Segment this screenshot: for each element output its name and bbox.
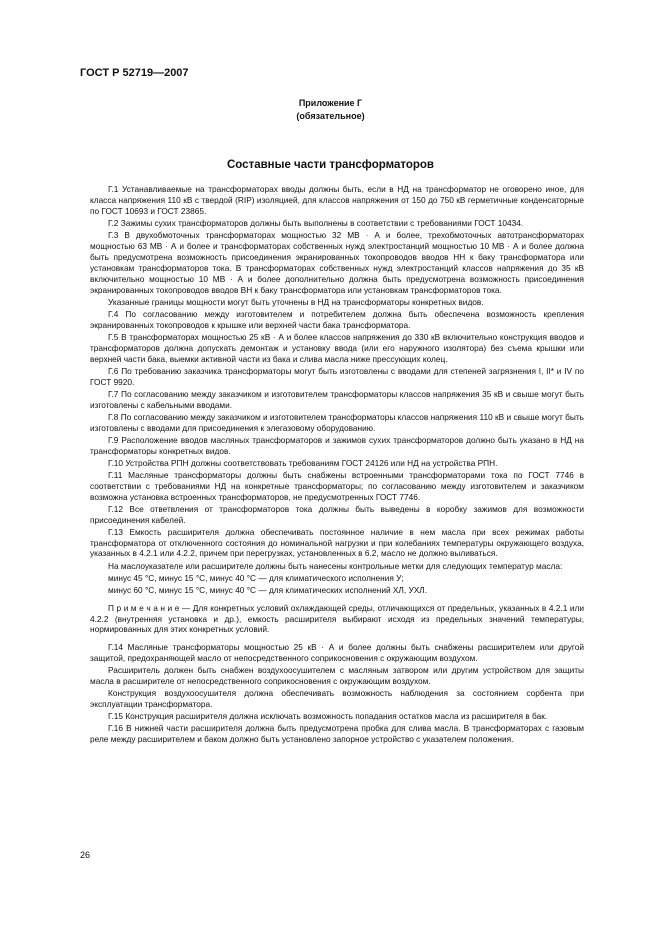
paragraph-g7: Г.7 По согласованию между заказчиком и изготовителем трансформаторы классов напряжения 35 кВ и свыше могут быть изготовлены с кабельными вводами.	[90, 388, 584, 410]
list-item-climate-hl: минус 60 °С, минус 15 °С, минус 40 °С — для климатических исполнений ХЛ, УХЛ.	[108, 584, 428, 595]
paragraph-g2: Г.2 Зажимы сухих трансформаторов должны быть выполнены в соответствии с требованиями ГОСТ 10434.	[108, 217, 524, 228]
document-body	[90, 184, 584, 745]
paragraph-control-marks: На маслоуказателе или расширителе должны быть нанесены контрольные метки для следующих температур масла:	[108, 560, 563, 571]
note-paragraph: П р и м е ч а н и е — Для конкретных условий охлаждающей среды, отличающихся от предельных, указанных в 4.2.1 или 4.2.2 (внутренняя установка и др.), емкость расширителя выбирают исходя из предельных значений температуры, нормированных для этих конкретных условий.	[90, 602, 584, 635]
document-code-header: ГОСТ Р 52719—2007	[80, 67, 189, 79]
paragraph-air-dryer: Расширитель должен быть снабжен воздухоосушителем с масляным затвором или другим устройством для защиты масла в расширителе от непосредственного соприкосновения с окружающим воздухом.	[90, 665, 584, 687]
annex-label: Приложение Г	[298, 98, 363, 108]
paragraph-g4: Г.4 По согласованию между изготовителем и потребителем должна быть обеспечена возможность крепления экранированных токопроводов к крышке или верхней части бака трансформатора.	[90, 308, 584, 330]
paragraph-g1: Г.1 Устанавливаемые на трансформаторах вводы должны быть, если в НД на трансформатор не оговорено иное, для класса напряжения 110 кВ с твердой (RIP) изоляцией, для классов напряжения от 150 до 750 кВ герметичные конденсаторные по ГОСТ 10693 и ГОСТ 23865.	[90, 184, 584, 216]
paragraph-power-limits: Указанные границы мощности могут быть уточнены в НД на трансформаторы конкретных видов.	[108, 296, 484, 307]
annex-status: (обязательное)	[296, 111, 365, 121]
annex-heading	[0, 97, 661, 123]
paragraph-g3: Г.3 В двухобмоточных трансформаторах мощностью 32 МВ · А и более, трехобмоточных автотрансформаторах мощностью 63 МВ · А и более и трансформаторах собственных нужд электростанций мощностью 10 МВ · А и более должна быть предусмотрена возможность присоединения экранированных токопроводов вводов НН к баку трансформатора или установкам трансформаторов тока. В трансформаторах собственных нужд электростанций классов напряжения до 35 кВ включительно мощностью 10 МВ · А и более дополнительно должна быть предусмотрена возможность присоединения экранированных токопроводов вводов ВН к баку трансформатора или установкам трансформаторов тока.	[90, 230, 584, 295]
paragraph-g6: Г.6 По требованию заказчика трансформаторы могут быть изготовлены с вводами для степеней загрязнения I, II* и IV по ГОСТ 9920.	[90, 365, 584, 387]
paragraph-g12: Г.12 Все ответвления от трансформаторов тока должны быть выведены в коробку зажимов для возможности присоединения кабелей.	[90, 503, 584, 525]
paragraph-g10: Г.10 Устройства РПН должны соответствовать требованиям ГОСТ 24126 или НД на устройства РПН.	[108, 457, 498, 468]
paragraph-g11: Г.11 Масляные трансформаторы должны быть снабжены встроенными трансформаторами тока по ГОСТ 7746 в соответствии с требованиями НД на конкретные трансформаторы; по согласованию между изготовителем и заказчиком возможна установка встроенных трансформаторов, не предусмотренных ГОСТ 7746.	[90, 469, 584, 502]
paragraph-g16: Г.16 В нижней части расширителя должна быть предусмотрена пробка для слива масла. В трансформаторах с газовым реле между расширителем и баком должно быть установлено запорное устройство с указателем положения.	[90, 723, 584, 745]
paragraph-g14: Г.14 Масляные трансформаторы мощностью 25 кВ · А и более должны быть снабжены расширителем или другой защитой, предохраняющей масло от непосредственного соприкосновения с окружающим воздухом.	[90, 642, 584, 664]
list-item-climate-u: минус 45 °С, минус 15 °С, минус 40 °С — для климатического исполнения У;	[108, 572, 404, 583]
paragraph-g5: Г.5 В трансформаторах мощностью 25 кВ · А и более классов напряжения до 330 кВ включительно конструкция вводов и трансформаторов должна допускать демонтаж и установку ввода (или его наружного изолятора) без съема крышки или верхней части бака, выемки активной части из бака и слива масла ниже прессующих колец.	[90, 331, 584, 364]
paragraph-sorbent: Конструкция воздухоосушителя должна обеспечивать возможность наблюдения за состоянием сорбента при эксплуатации трансформатора.	[90, 688, 584, 710]
page-number: 26	[80, 850, 91, 860]
section-title: Составные части трансформаторов	[227, 159, 434, 171]
paragraph-g8: Г.8 По согласованию между заказчиком и изготовителем трансформаторы классов напряжения 110 кВ и свыше могут быть изготовлены с вводами для присоединения к элегазовому оборудованию.	[90, 411, 584, 433]
paragraph-g13: Г.13 Емкость расширителя должна обеспечивать постоянное наличие в нем масла при всех режимах работы трансформатора от отключенного состояния до номинальной нагрузки и при колебаниях температуры окружающего воздуха, указанных в 4.2.1 или 4.2.2, причем при перегрузках, установленных в 6.2, масло не должно выливаться.	[90, 526, 584, 559]
paragraph-g15: Г.15 Конструкция расширителя должна исключать возможность попадания остатков масла из расширителя в бак.	[108, 711, 548, 722]
paragraph-g9: Г.9 Расположение вводов масляных трансформаторов и зажимов сухих трансформаторов должно быть указано в НД на трансформаторы конкретных видов.	[90, 434, 584, 456]
